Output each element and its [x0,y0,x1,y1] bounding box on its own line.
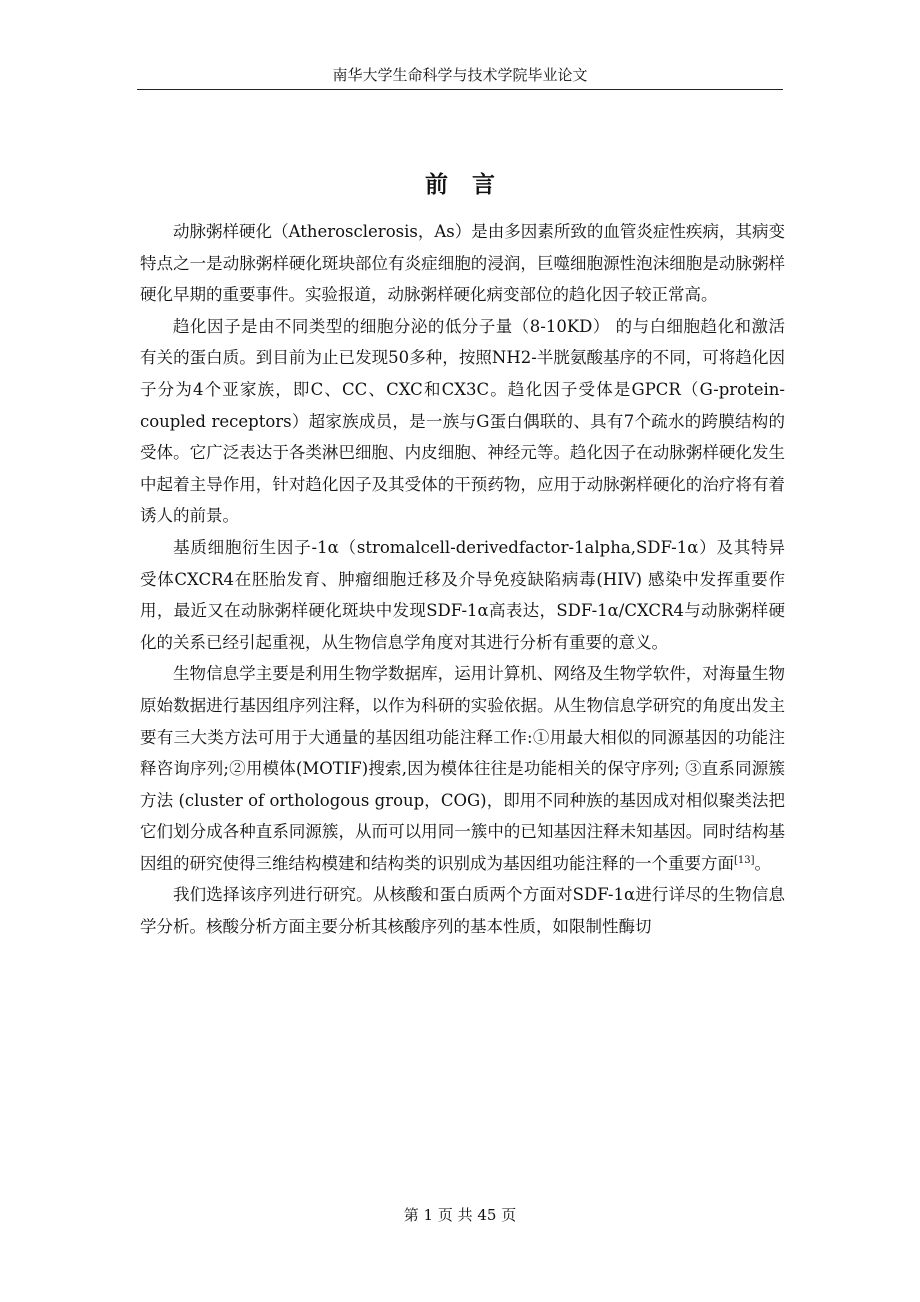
header-rule [137,89,783,90]
paragraph-4 [140,658,785,879]
paragraph-3: 基质细胞衍生因子-1α（stromalcell-derivedfactor-1alpha,SDF-1α）及其特异受体CXCR4在胚胎发育、肿瘤细胞迁移及介导免疫缺陷病毒(HIV) 感染中发挥重要作用，最近又在动脉粥样硬化斑块中发现SDF-1α高表达，SDF-1α/CXCR4与动脉粥样硬化的关系已经引起重视，从生物信息学角度对其进行分析有重要的意义。 [140,537,785,652]
citation-ref[interactable]: [13] [734,854,755,866]
section-title: 前言 [425,171,519,198]
paragraph-2: 趋化因子是由不同类型的细胞分泌的低分子量（8-10KD） 的与白细胞趋化和激活有关的蛋白质。到目前为止已发现50多种，按照NH2-半胱氨酸基序的不同，可将趋化因子分为4个亚家族，即C、CC、CXC和CX3C。趋化因子受体是GPCR（G-protein-coupled receptors）超家族成员，是一族与G蛋白偶联的、具有7个疏水的跨膜结构的受体。它广泛表达于各类淋巴细胞、内皮细胞、神经元等。趋化因子在动脉粥样硬化发生中起着主导作用，针对趋化因子及其受体的干预药物，应用于动脉粥样硬化的治疗将有着诱人的前景。 [140,316,785,526]
running-header: 南华大学生命科学与技术学院毕业论文 [332,66,588,84]
paragraph-1: 动脉粥样硬化（Atherosclerosis，As）是由多因素所致的血管炎症性疾病，其病变特点之一是动脉粥样硬化斑块部位有炎症细胞的浸润，巨噬细胞源性泡沫细胞是动脉粥样硬化早期的重要事件。实验报道，动脉粥样硬化病变部位的趋化因子较正常高。 [140,222,785,305]
paragraph-5: 我们选择该序列进行研究。从核酸和蛋白质两个方面对SDF-1α进行详尽的生物信息学分析。核酸分析方面主要分析其核酸序列的基本性质，如限制性酶切 [140,885,785,937]
page-footer: 第 1 页 共 45 页 [403,1206,517,1224]
body-text [140,216,785,943]
paragraph-4-text: 生物信息学主要是利用生物学数据库，运用计算机、网络及生物学软件，对海量生物原始数据进行基因组序列注释，以作为科研的实验依据。从生物信息学研究的角度出发主要有三大类方法可用于大通量的基因组功能注释工作:①用最大相似的同源基因的功能注释咨询序列;②用模体(MOTIF)搜索,因为模体往往是功能相关的保守序列; ③直系同源簇方法 (cluster of orthologous group，COG)，即用不同种族的基因成对相似聚类法把它们划分成各种直系同源簇，从而可以用同一簇中的已知基因注释未知基因。同时结构基因组的研究使得三维结构模建和结构类的识别成为基因组功能注释的一个重要方面 [140,664,785,873]
paragraph-4-tail: 。 [754,853,772,873]
